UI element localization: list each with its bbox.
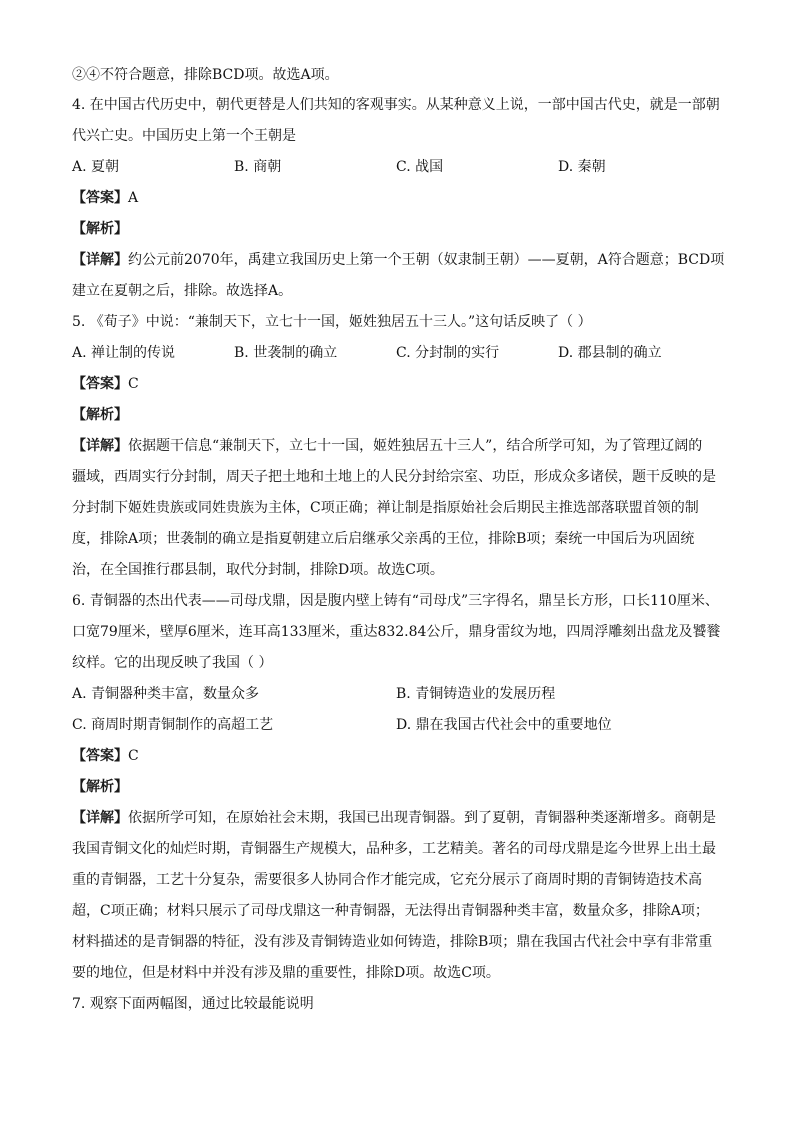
q5-answer	[72, 369, 732, 400]
q4-option-c: C. 战国	[396, 159, 444, 175]
q6-detail-line-6: 要的地位，但是材料中并没有涉及鼎的重要性，排除D项。故选C项。	[72, 965, 500, 981]
q5-option-c: C. 分封制的实行	[396, 345, 500, 361]
question-7	[72, 989, 732, 1020]
q6-detail-line-5: 材料描述的是青铜器的特征，没有涉及青铜铸造业如何铸造，排除B项；鼎在我国古代社会中享有非常重	[72, 934, 713, 950]
q4-option-d: D. 秦朝	[558, 159, 606, 175]
q6-answer-value: C	[128, 748, 139, 764]
detail-label: 【详解】	[72, 810, 128, 826]
q4-answer	[72, 183, 732, 214]
q6-options-row-1	[72, 679, 732, 710]
q6-detail-line-4: 超，C项正确；材料只展示了司母戊鼎这一种青铜器，无法得出青铜器种类丰富，数量众多，排除A项；	[72, 903, 709, 919]
q5-detail-line-4: 度，排除A项；世袭制的确立是指夏朝建立后启继承父亲禹的王位，排除B项；秦统一中国后为巩固统	[72, 531, 695, 547]
q5-stem-line-1: 5. 《荀子》中说：“兼制天下，立七十一国，姬姓独居五十三人。”这句话反映了（ ）	[72, 314, 592, 330]
q4-detail-line-2: 建立在夏朝之后，排除。故选择A。	[72, 283, 293, 299]
question-6	[72, 586, 732, 989]
q6-stem-line-1: 6. 青铜器的杰出代表——司母戊鼎，因是腹内壁上铸有“司母戊”三字得名，鼎呈长方形，口长110厘米、	[72, 593, 719, 609]
q4-answer-value: A	[128, 190, 139, 206]
analysis-label: 【解析】	[72, 779, 128, 795]
q5-analysis-label	[72, 400, 732, 431]
q4-options	[72, 152, 732, 183]
document-page	[72, 60, 732, 1020]
q6-answer	[72, 741, 732, 772]
q6-stem-line-3: 纹样。它的出现反映了我国（ ）	[72, 655, 273, 671]
q6-option-c: C. 商周时期青铜制作的高超工艺	[72, 717, 274, 733]
q7-stem-line-1: 7. 观察下面两幅图，通过比较最能说明	[72, 996, 314, 1012]
question-5	[72, 307, 732, 586]
q4-detail-line-1	[72, 245, 732, 276]
q6-detail-line-1	[72, 803, 732, 834]
detail-label: 【详解】	[72, 438, 128, 454]
q5-detail-line-2: 疆域，西周实行分封制，周天子把土地和土地上的人民分封给宗室、功臣，形成众多诸侯，题干反映的是	[72, 469, 716, 485]
analysis-label: 【解析】	[72, 407, 128, 423]
q5-option-a: A. 禅让制的传说	[72, 345, 176, 361]
analysis-label: 【解析】	[72, 221, 128, 237]
q5-answer-value: C	[128, 376, 139, 392]
q4-analysis-label	[72, 214, 732, 245]
q6-detail-line-2: 我国青铜文化的灿烂时期，青铜器生产规模大，品种多，工艺精美。著名的司母戊鼎是迄今世界上出土最	[72, 841, 716, 857]
q5-detail-text-1: 依据题干信息“兼制天下，立七十一国，姬姓独居五十三人”，结合所学可知，为了管理辽阔的	[128, 438, 703, 454]
q4-stem-line-1: 4. 在中国古代历史中，朝代更替是人们共知的客观事实。从某种意义上说，一部中国古代史，就是一部朝	[72, 97, 720, 113]
q4-option-a: A. 夏朝	[72, 159, 120, 175]
q6-detail-text-1: 依据所学可知，在原始社会末期，我国已出现青铜器。到了夏朝，青铜器种类逐渐增多。商朝是	[128, 810, 716, 826]
q5-option-d: D. 郡县制的确立	[558, 345, 662, 361]
q6-stem-line-2: 口宽79厘米，壁厚6厘米，连耳高133厘米，重达832.84公斤，鼎身雷纹为地，四周浮雕刻出盘龙及饕餮	[72, 624, 721, 640]
intro-text: ②④不符合题意，排除BCD项。故选A项。	[72, 67, 339, 83]
q6-detail-line-3: 重的青铜器，工艺十分复杂，需要很多人协同合作才能完成，它充分展示了商周时期的青铜铸造技术高	[72, 872, 702, 888]
q6-options-row-2	[72, 710, 732, 741]
q5-options	[72, 338, 732, 369]
q6-option-d: D. 鼎在我国古代社会中的重要地位	[396, 717, 612, 733]
q6-analysis-label	[72, 772, 732, 803]
q6-option-b: B. 青铜铸造业的发展历程	[396, 686, 556, 702]
q5-detail-line-3: 分封制下姬姓贵族或同姓贵族为主体，C项正确；禅让制是指原始社会后期民主推选部落联盟首领的制	[72, 500, 699, 516]
q4-option-b: B. 商朝	[234, 159, 282, 175]
answer-label: 【答案】	[72, 190, 128, 206]
question-4	[72, 90, 732, 307]
q4-detail-text-1: 约公元前2070年，禹建立我国历史上第一个王朝（奴隶制王朝）——夏朝，A符合题意；BCD项	[128, 252, 725, 268]
detail-label: 【详解】	[72, 252, 128, 268]
q5-option-b: B. 世袭制的确立	[234, 345, 338, 361]
answer-label: 【答案】	[72, 376, 128, 392]
q4-stem-line-2: 代兴亡史。中国历史上第一个王朝是	[72, 128, 296, 144]
answer-label: 【答案】	[72, 748, 128, 764]
q5-detail-line-5: 治，在全国推行郡县制，取代分封制，排除D项。故选C项。	[72, 562, 444, 578]
q5-detail-line-1	[72, 431, 732, 462]
q6-option-a: A. 青铜器种类丰富，数量众多	[72, 686, 260, 702]
